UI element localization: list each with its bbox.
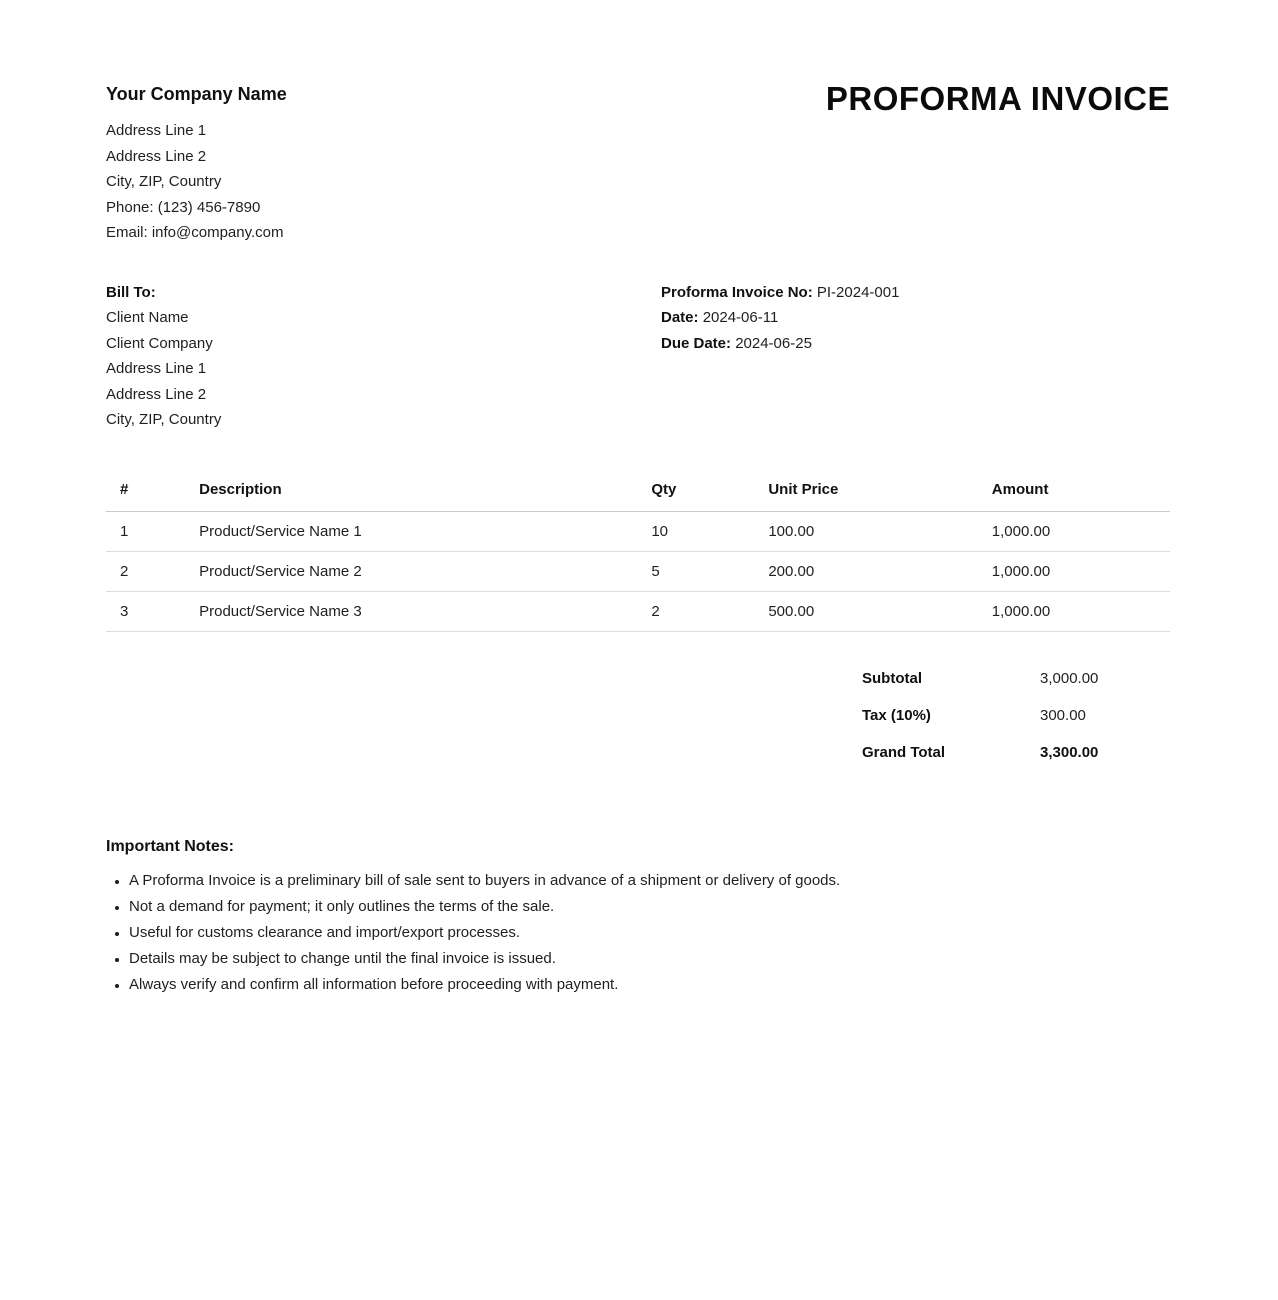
cell-amount: 1,000.00 (984, 551, 1170, 591)
cell-description: Product/Service Name 2 (191, 551, 643, 591)
cell-amount: 1,000.00 (984, 591, 1170, 631)
invoice-number-row (661, 280, 1170, 306)
note-item: • Not a demand for payment; it only outlines the terms of the sale. (129, 894, 1170, 920)
note-item: • A Proforma Invoice is a preliminary bill of sale sent to buyers in advance of a shipment or delivery of goods. (129, 868, 1170, 894)
note-item: • Always verify and confirm all information before proceeding with payment. (129, 972, 1170, 998)
invoice-meta-block (661, 280, 1170, 433)
cell-qty: 2 (643, 591, 760, 631)
invoice-due-date-row (661, 331, 1170, 357)
tax-value: 300.00 (1040, 707, 1086, 724)
document-title: PROFORMA INVOICE (825, 80, 1170, 117)
cell-index: 1 (106, 511, 191, 551)
company-city-line: City, ZIP, Country (106, 173, 222, 190)
company-phone-line: Phone: (123) 456-7890 (106, 198, 261, 216)
cell-description: Product/Service Name 1 (191, 511, 643, 551)
invoice-number-label: Proforma Invoice No: (661, 283, 813, 301)
notes-list (106, 868, 1170, 998)
subtotal-value: 3,000.00 (1040, 670, 1099, 687)
column-header-description: Description (191, 481, 643, 512)
table-header (106, 481, 1170, 512)
tax-label: Tax (10%) (862, 707, 931, 724)
company-name: Your Company Name (106, 84, 287, 104)
invoice-number-value: PI-2024-001 (816, 283, 900, 301)
invoice-due-date-value: 2024-06-25 (735, 334, 812, 352)
grand-total-value: 3,300.00 (1040, 744, 1099, 761)
table-row (106, 551, 1170, 591)
totals-block (862, 661, 1170, 772)
subtotal-row (862, 661, 1170, 698)
grand-total-label: Grand Total (862, 744, 946, 761)
subtotal-label: Subtotal (862, 670, 922, 687)
table-row (106, 511, 1170, 551)
bill-to-city-line: City, ZIP, Country (106, 411, 222, 428)
notes-section (106, 838, 1170, 998)
company-address-line-1: Address Line 1 (106, 122, 207, 139)
note-item: • Useful for customs clearance and import/export processes. (129, 920, 1170, 946)
cell-unit-price: 200.00 (760, 551, 983, 591)
company-block (106, 84, 287, 246)
table-row (106, 591, 1170, 631)
company-address-line-2: Address Line 2 (106, 147, 207, 165)
notes-heading: Important Notes: (106, 837, 234, 855)
line-items-table (106, 481, 1170, 632)
cell-unit-price: 500.00 (760, 591, 983, 631)
table-header-row (106, 481, 1170, 512)
column-header-qty: Qty (643, 481, 760, 512)
bill-to-client-name: Client Name (106, 309, 189, 326)
header (106, 80, 1170, 246)
cell-index: 3 (106, 591, 191, 631)
bill-to-client-company: Client Company (106, 334, 213, 352)
cell-amount: 1,000.00 (984, 511, 1170, 551)
cell-description: Product/Service Name 3 (191, 591, 643, 631)
bill-to-label: Bill To: (106, 283, 156, 301)
column-header-amount: Amount (984, 481, 1170, 512)
bill-to-address-line-2: Address Line 2 (106, 385, 207, 403)
company-email-line: Email: info@company.com (106, 224, 284, 241)
column-header-unit-price: Unit Price (760, 481, 983, 512)
note-item: • Details may be subject to change until the final invoice is issued. (129, 946, 1170, 972)
grand-total-row (862, 735, 1170, 772)
column-header-index: # (106, 481, 191, 512)
cell-qty: 5 (643, 551, 760, 591)
cell-index: 2 (106, 551, 191, 591)
parties-section (106, 280, 1170, 433)
tax-row (862, 698, 1170, 735)
invoice-date-value: 2024-06-11 (702, 309, 779, 326)
invoice-date-label: Date: (661, 309, 699, 326)
bill-to-address-line-1: Address Line 1 (106, 360, 207, 377)
cell-unit-price: 100.00 (760, 511, 983, 551)
bill-to-block (106, 280, 661, 433)
invoice-due-date-label: Due Date: (661, 334, 732, 352)
invoice-date-row (661, 305, 1170, 331)
cell-qty: 10 (643, 511, 760, 551)
